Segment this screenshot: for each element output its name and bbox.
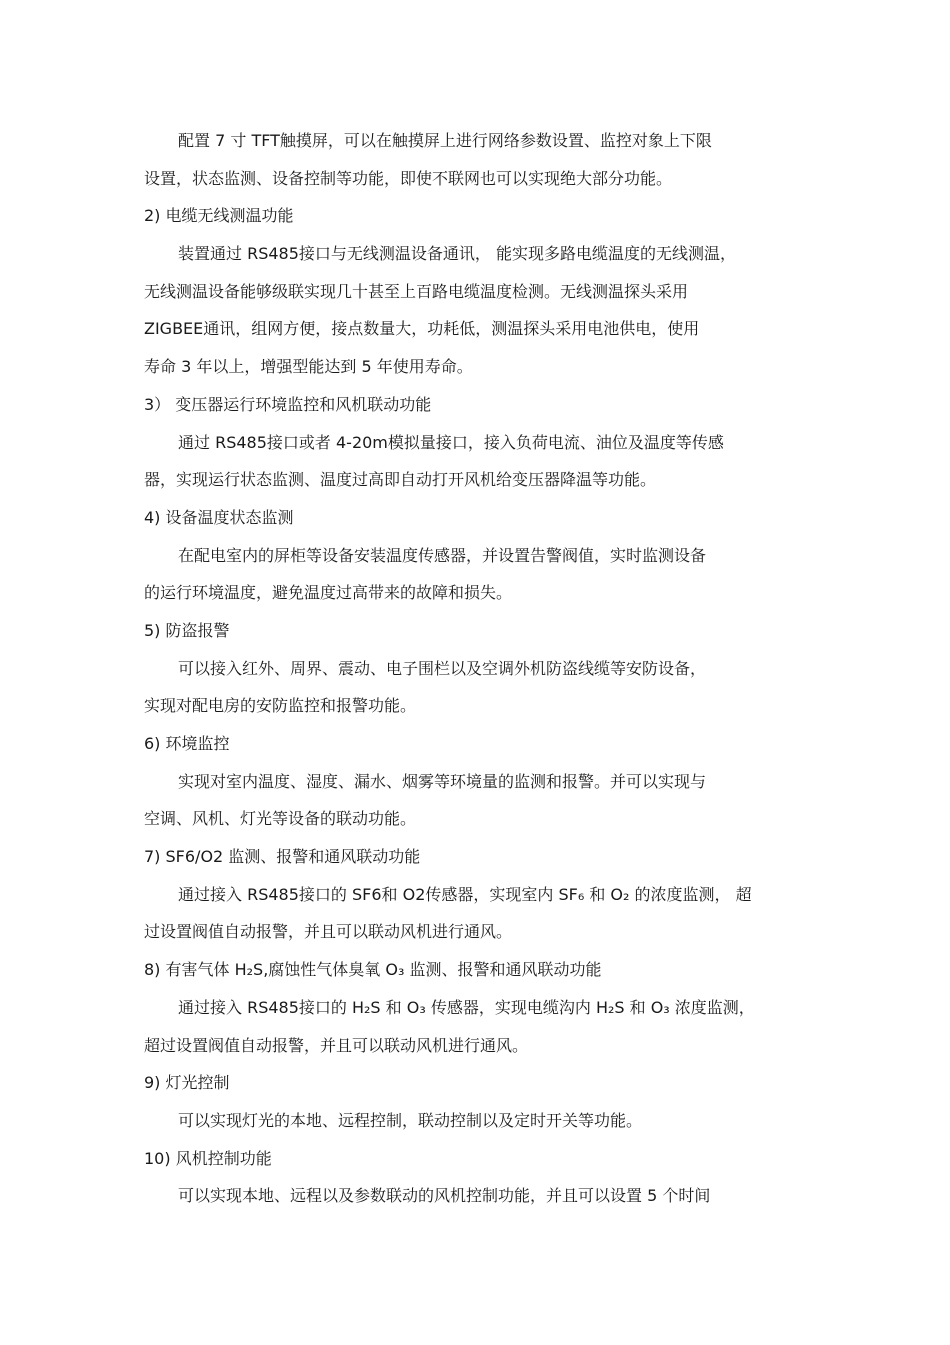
text-line: ZIGBEE通讯，组网方便，接点数量大，功耗低，测温探头采用电池供电，使用 (144, 319, 700, 339)
paragraph-first-line: 在配电室内的屏柜等设备安装温度传感器，并设置告警阀值，实时监测设备 (178, 545, 707, 565)
text-line: 2) 电缆无线测温功能 (144, 206, 294, 226)
paragraph-first-line: 可以实现本地、远程以及参数联动的风机控制功能，并且可以设置 5 个时间 (178, 1186, 711, 1206)
text-line: 寿命 3 年以上，增强型能达到 5 年使用寿命。 (144, 357, 473, 377)
text-line: 实现对配电房的安防监控和报警功能。 (144, 696, 417, 716)
text-line: 4) 设备温度状态监测 (144, 507, 294, 527)
document-body (144, 122, 814, 1215)
paragraph-first-line: 实现对室内温度、湿度、漏水、烟雾等环境量的监测和报警。并可以实现与 (178, 771, 707, 791)
text-line: 的运行环境温度，避免温度过高带来的故障和损失。 (144, 583, 513, 603)
text-line: 设置，状态监测、设备控制等功能，即使不联网也可以实现绝大部分功能。 (144, 168, 673, 188)
paragraph-first-line: 装置通过 RS485接口与无线测温设备通讯， 能实现多路电缆温度的无线测温， (178, 244, 736, 264)
paragraph-first-line: 通过 RS485接口或者 4-20m模拟量接口，接入负荷电流、油位及温度等传感 (178, 432, 724, 452)
paragraph-first-line: 通过接入 RS485接口的 H₂S 和 O₃ 传感器，实现电缆沟内 H₂S 和 O₃ 浓度监测， (178, 997, 755, 1017)
text-line: 5) 防盗报警 (144, 620, 230, 640)
text-line: 无线测温设备能够级联实现几十甚至上百路电缆温度检测。无线测温探头采用 (144, 281, 689, 301)
paragraph-first-line: 可以接入红外、周界、震动、电子围栏以及空调外机防盗线缆等安防设备， (178, 658, 707, 678)
paragraph-first-line: 配置 7 寸 TFT触摸屏，可以在触摸屏上进行网络参数设置、监控对象上下限 (178, 131, 712, 150)
text-line: 过设置阀值自动报警，并且可以联动风机进行通风。 (144, 922, 513, 942)
text-line: 7) SF6/O2 监测、报警和通风联动功能 (144, 847, 421, 867)
text-line: 3） 变压器运行环境监控和风机联动功能 (144, 394, 432, 414)
text-line: 超过设置阀值自动报警，并且可以联动风机进行通风。 (144, 1035, 529, 1055)
paragraph-first-line: 通过接入 RS485接口的 SF6和 O2传感器，实现室内 SF₆ 和 O₂ 的浓度监测， 超 (178, 884, 752, 904)
text-line: 空调、风机、灯光等设备的联动功能。 (144, 809, 417, 829)
text-line: 6) 环境监控 (144, 734, 230, 753)
text-line: 器，实现运行状态监测、温度过高即自动打开风机给变压器降温等功能。 (144, 470, 657, 490)
paragraph-first-line: 可以实现灯光的本地、远程控制，联动控制以及定时开关等功能。 (178, 1110, 643, 1130)
text-line: 10) 风机控制功能 (144, 1148, 272, 1168)
text-line: 9) 灯光控制 (144, 1073, 230, 1093)
text-line: 8) 有害气体 H₂S,腐蚀性气体臭氧 O₃ 监测、报警和通风联动功能 (144, 960, 602, 980)
